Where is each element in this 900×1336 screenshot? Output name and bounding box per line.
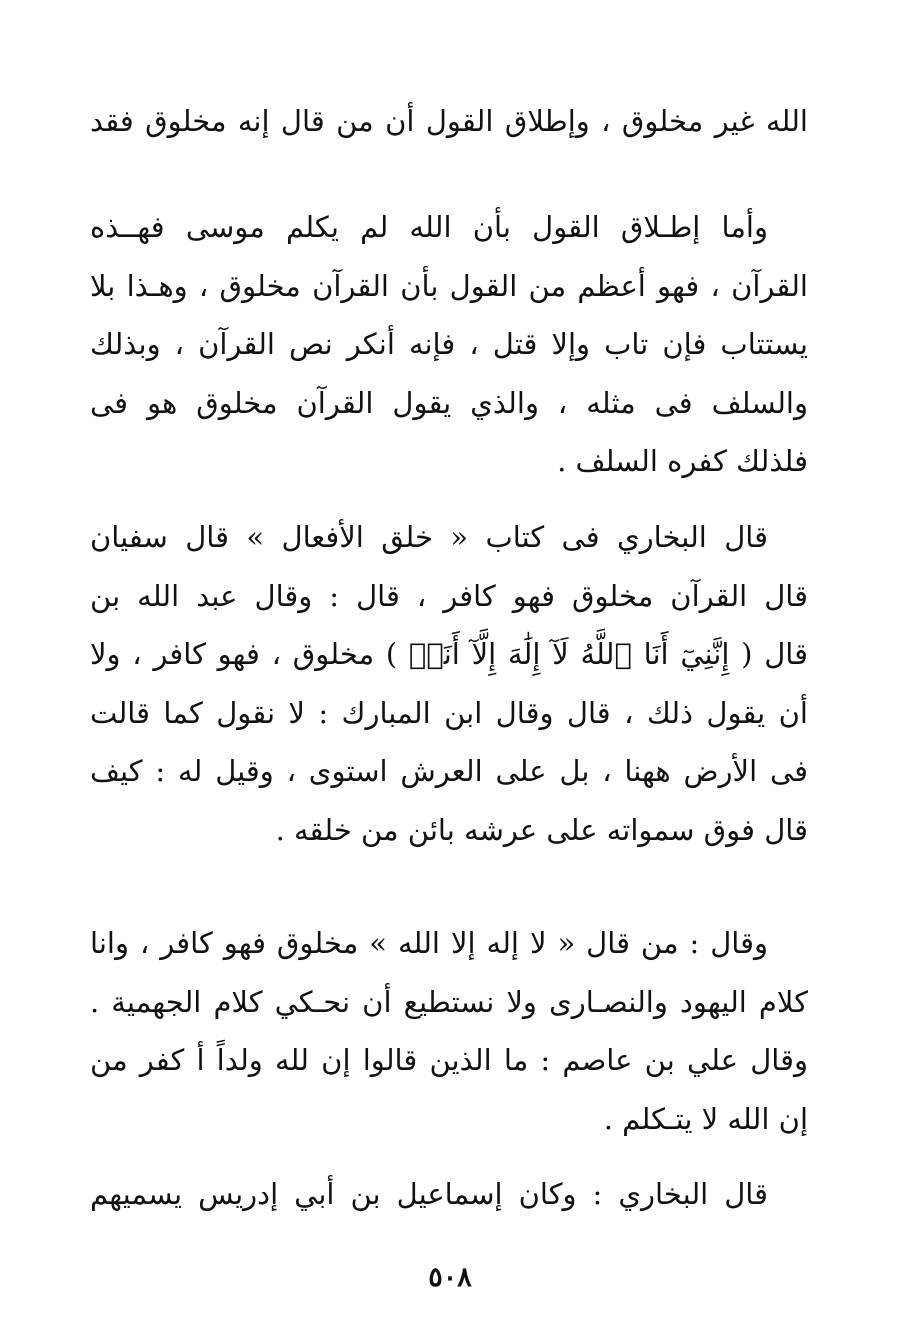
text-line: كلام اليهود والنصـارى ولا نستطيع أن نحـكي كلام الجهمية . — [90, 984, 808, 1019]
text-line: إن الله لا يتـكلم . — [603, 1101, 808, 1136]
text-line: قال القرآن مخلوق فهو كافر ، قال : وقال عبد الله بن — [90, 578, 808, 613]
text-line: فلذلك كفره السلف . — [557, 444, 808, 478]
text-line: قال فوق سمواته على عرشه بائن من خلقه . — [275, 812, 808, 847]
text-line: قال البخاري فى كتاب « خلق الأفعال » قال سفيان — [90, 520, 768, 554]
text-line: فى الأرض ههنا ، بل على العرش استوى ، وقيل له : كيف — [90, 754, 808, 788]
text-line: يستتاب فإن تاب وإلا قتل ، فإنه أنكر نص القرآن ، وبذلك — [90, 327, 808, 361]
quran-verse-line: قال ( إِنَّنِيٓ أَنَا ٱللَّهُ لَآ إِلَٰهَ إِلَّآ أَنَا۠ ) مخلوق ، فهو كافر ، ولا — [90, 637, 808, 671]
text-line: القرآن ، فهو أعظم من القول بأن القرآن مخلوق ، وهـذا بلا — [90, 268, 808, 303]
text-line: الله غير مخلوق ، وإطلاق القول أن من قال إنه مخلوق فقد — [90, 104, 808, 138]
text-line: وأما إطـلاق القول بأن الله لم يكلم موسى فهــذه — [90, 210, 768, 244]
paragraph-2 — [90, 198, 808, 491]
text-line: قال البخاري : وكان إسماعيل بن أبي إدريس يسميهم — [90, 1177, 768, 1211]
paragraph-4 — [90, 914, 808, 1148]
paragraph-3 — [90, 508, 808, 859]
text-line: والسلف فى مثله ، والذي يقول القرآن مخلوق هو فى — [90, 385, 808, 420]
text-line: وقال : من قال « لا إله إلا الله » مخلوق فهو كافر ، وانا — [90, 926, 768, 960]
paragraph-5 — [90, 1165, 808, 1224]
text-line: أن يقول ذلك ، قال وقال ابن المبارك : لا نقول كما قالت — [90, 695, 808, 730]
text-line: وقال علي بن عاصم : ما الذين قالوا إن لله ولداً أ كفر من — [90, 1043, 808, 1077]
paragraph-1 — [90, 92, 808, 151]
page-number: ٥٠٨ — [428, 1262, 472, 1293]
